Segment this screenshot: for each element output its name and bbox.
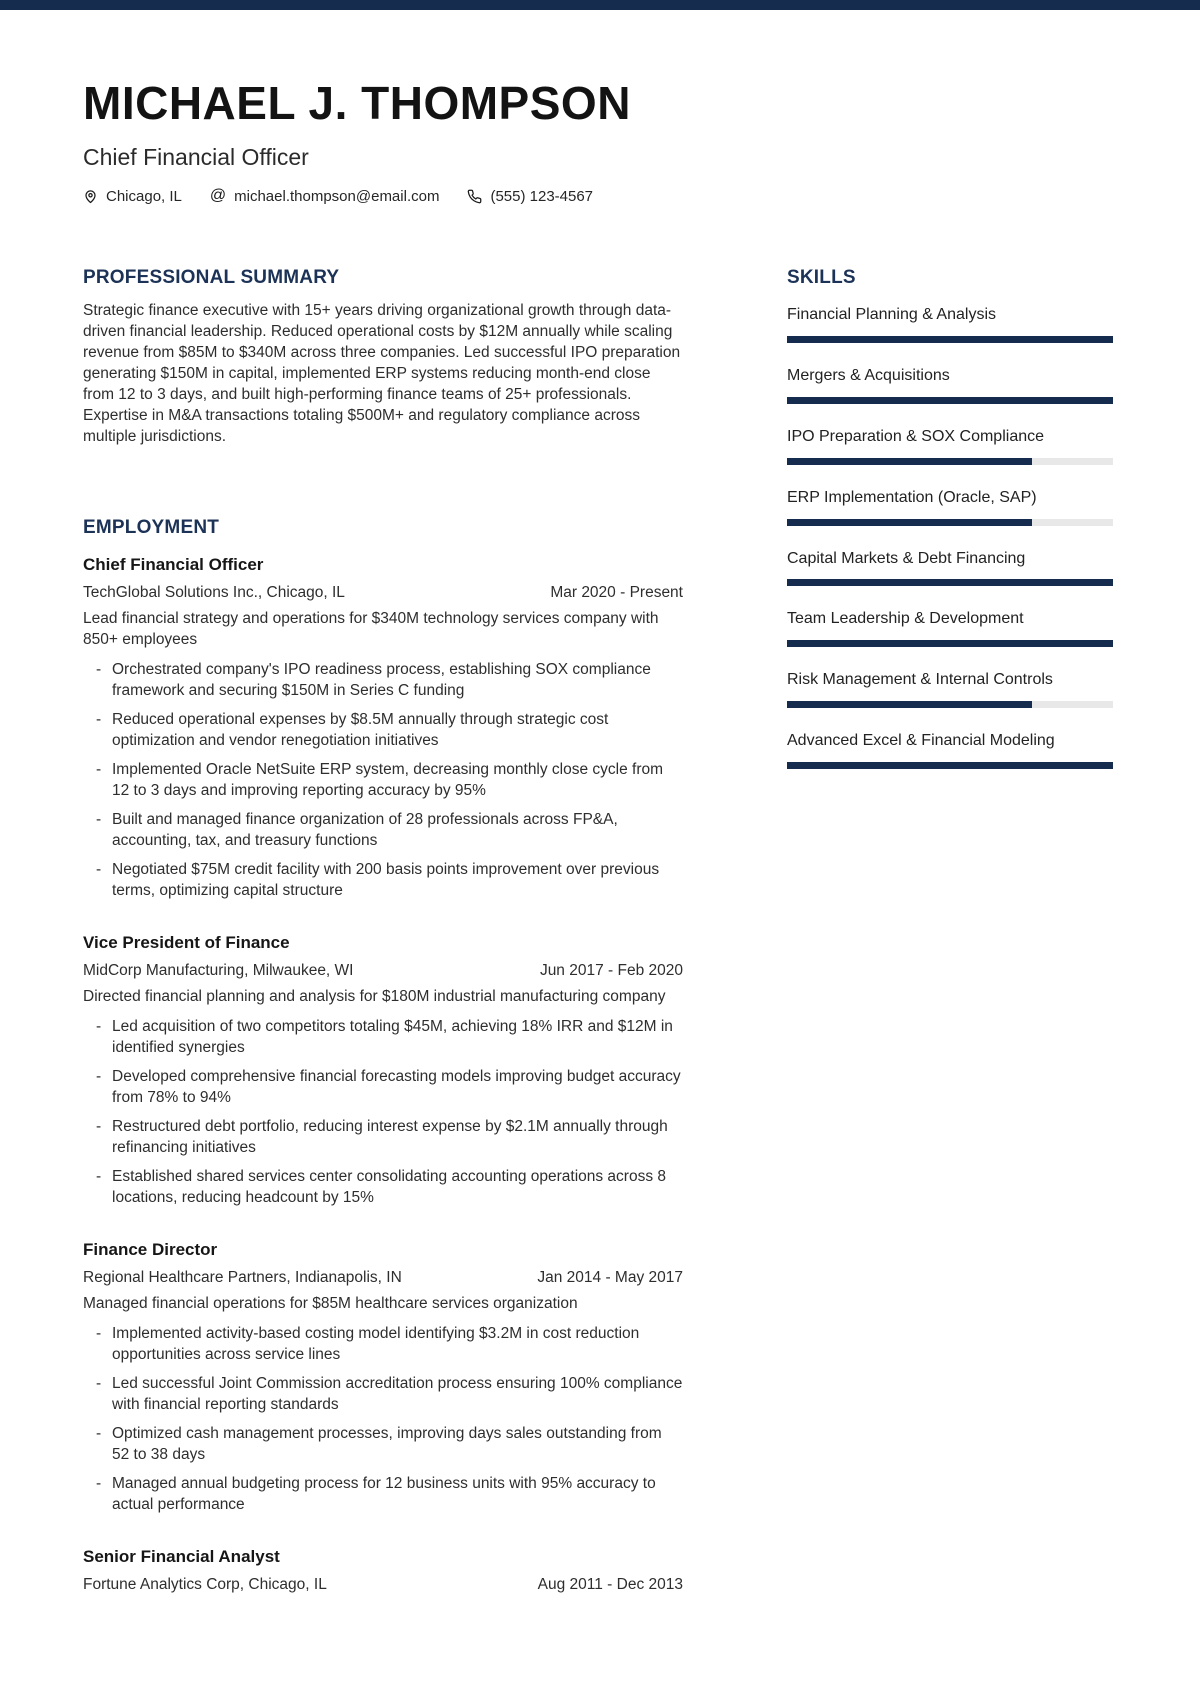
job-bullet xyxy=(83,1373,683,1415)
bullet-text: Led successful Joint Commission accreditation process ensuring 100% compliance with financial reporting standards xyxy=(112,1375,683,1414)
skill-bar-track xyxy=(787,640,1113,647)
job-bullet xyxy=(83,859,683,901)
skill-label: Risk Management & Internal Controls xyxy=(787,671,1053,689)
skill-bar-fill xyxy=(787,762,1113,769)
main-column xyxy=(83,267,683,1594)
resume-header xyxy=(83,77,1113,205)
job-bullet xyxy=(83,1323,683,1365)
jobs-list xyxy=(83,554,683,1594)
skill-bar-track xyxy=(787,519,1113,526)
summary-section xyxy=(83,267,683,448)
bullet-dash: - xyxy=(96,1068,102,1086)
job-entry xyxy=(83,554,683,901)
bullet-text: Implemented activity-based costing model identifying $3.2M in cost reduction opportunities across service lines xyxy=(112,1325,640,1364)
bullet-dash: - xyxy=(96,1168,102,1186)
skill-bar-track xyxy=(787,397,1113,404)
bullet-dash: - xyxy=(96,861,102,879)
job-company: TechGlobal Solutions Inc., Chicago, IL xyxy=(83,584,345,602)
person-title: Chief Financial Officer xyxy=(83,144,309,170)
contact-phone xyxy=(467,188,593,205)
skill-label: Financial Planning & Analysis xyxy=(787,306,997,324)
contact-email-text: michael.thompson@email.com xyxy=(234,187,440,205)
skill-item xyxy=(787,305,1113,343)
skill-bar-fill xyxy=(787,701,1032,708)
job-description: Lead financial strategy and operations for $340M technology services company with 850+ employees xyxy=(83,610,659,649)
job-bullet xyxy=(83,809,683,851)
skill-label: ERP Implementation (Oracle, SAP) xyxy=(787,488,1037,506)
bullet-dash: - xyxy=(96,1118,102,1136)
skill-bar-track xyxy=(787,701,1113,708)
skill-bar-fill xyxy=(787,336,1113,343)
skill-item xyxy=(787,488,1113,526)
resume-columns xyxy=(83,267,1113,1594)
phone-icon xyxy=(467,189,482,204)
at-sign-icon: @ xyxy=(209,187,227,205)
skill-label: Advanced Excel & Financial Modeling xyxy=(787,732,1055,750)
job-title: Senior Financial Analyst xyxy=(83,1547,280,1567)
contact-email xyxy=(210,188,440,205)
bullet-text: Built and managed finance organization of 28 professionals across FP&A, accounting, tax, and treasury functions xyxy=(112,811,618,850)
job-title: Vice President of Finance xyxy=(83,933,290,953)
person-name: MICHAEL J. THOMPSON xyxy=(83,77,631,129)
job-bullets xyxy=(83,659,683,901)
skill-bar-fill xyxy=(787,458,1032,465)
contact-location-text: Chicago, IL xyxy=(106,187,182,205)
sidebar-column xyxy=(787,267,1113,792)
bullet-text: Restructured debt portfolio, reducing interest expense by $2.1M annually through refinancing initiatives xyxy=(112,1118,668,1157)
job-dates: Jan 2014 - May 2017 xyxy=(537,1269,683,1287)
job-dates: Mar 2020 - Present xyxy=(550,584,683,602)
job-company: Fortune Analytics Corp, Chicago, IL xyxy=(83,1576,327,1594)
skill-bar-fill xyxy=(787,519,1032,526)
bullet-text: Negotiated $75M credit facility with 200 basis points improvement over previous terms, optimizing capital structure xyxy=(112,861,660,900)
bullet-text: Developed comprehensive financial forecasting models improving budget accuracy from 78% to 94% xyxy=(112,1068,681,1107)
bullet-dash: - xyxy=(96,711,102,729)
skill-bar-track xyxy=(787,579,1113,586)
job-dates: Aug 2011 - Dec 2013 xyxy=(537,1576,683,1594)
top-accent-bar xyxy=(0,0,1200,10)
job-bullet xyxy=(83,1423,683,1465)
bullet-dash: - xyxy=(96,1375,102,1393)
summary-heading: PROFESSIONAL SUMMARY xyxy=(83,266,340,288)
employment-heading: EMPLOYMENT xyxy=(83,517,220,539)
job-dates: Jun 2017 - Feb 2020 xyxy=(539,962,683,980)
bullet-dash: - xyxy=(96,661,102,679)
bullet-dash: - xyxy=(96,1018,102,1036)
job-bullet xyxy=(83,1066,683,1108)
job-entry xyxy=(83,1239,683,1515)
skill-item xyxy=(787,609,1113,647)
bullet-text: Optimized cash management processes, improving days sales outstanding from 52 to 38 days xyxy=(112,1425,662,1464)
skill-label: Team Leadership & Development xyxy=(787,610,1024,628)
skills-section xyxy=(787,267,1113,769)
skill-item xyxy=(787,366,1113,404)
contact-phone-text: (555) 123-4567 xyxy=(490,187,594,205)
job-company: Regional Healthcare Partners, Indianapolis, IN xyxy=(83,1269,402,1287)
job-title: Chief Financial Officer xyxy=(83,555,264,575)
job-bullet xyxy=(83,1016,683,1058)
bullet-dash: - xyxy=(96,1325,102,1343)
job-bullet xyxy=(83,1166,683,1208)
bullet-dash: - xyxy=(96,761,102,779)
job-bullets xyxy=(83,1323,683,1515)
job-bullet xyxy=(83,1473,683,1515)
bullet-text: Established shared services center consolidating accounting operations across 8 locations, reducing headcount by 15% xyxy=(112,1168,667,1207)
bullet-dash: - xyxy=(96,1425,102,1443)
job-meta-row xyxy=(83,584,683,602)
bullet-text: Led acquisition of two competitors totaling $45M, achieving 18% IRR and $12M in identified synergies xyxy=(112,1018,673,1057)
bullet-dash: - xyxy=(96,1475,102,1493)
bullet-dash: - xyxy=(96,811,102,829)
job-description: Managed financial operations for $85M healthcare services organization xyxy=(83,1295,578,1313)
job-bullet xyxy=(83,759,683,801)
bullet-text: Orchestrated company's IPO readiness process, establishing SOX compliance framework and securing $150M in Series C funding xyxy=(112,661,651,700)
job-bullets xyxy=(83,1016,683,1208)
location-pin-icon xyxy=(83,189,98,204)
job-description: Directed financial planning and analysis for $180M industrial manufacturing company xyxy=(83,988,666,1006)
job-meta-row xyxy=(83,962,683,980)
job-company: MidCorp Manufacturing, Milwaukee, WI xyxy=(83,962,354,980)
job-meta-row xyxy=(83,1576,683,1594)
contact-location xyxy=(83,188,182,205)
skill-bar-fill xyxy=(787,579,1113,586)
bullet-text: Reduced operational expenses by $8.5M annually through strategic cost optimization and vendor renegotiation initiatives xyxy=(112,711,609,750)
skill-item xyxy=(787,731,1113,769)
skill-item xyxy=(787,670,1113,708)
job-bullet xyxy=(83,709,683,751)
job-bullet xyxy=(83,659,683,701)
skill-item xyxy=(787,427,1113,465)
skill-bar-track xyxy=(787,762,1113,769)
skill-bar-fill xyxy=(787,640,1113,647)
job-bullet xyxy=(83,1116,683,1158)
job-entry xyxy=(83,932,683,1208)
skill-bar-track xyxy=(787,336,1113,343)
summary-text: Strategic finance executive with 15+ years driving organizational growth through data-driven financial leadership. Reduced operational costs by $12M annually while scaling revenue from $85M to $340M across three companies. Led successful IPO preparation generating $150M in capital, implemented ERP systems reducing month-end close from 12 to 3 days, and built high-performing finance teams of 25+ professionals. Expertise in M&A transactions totaling $500M+ and regulatory compliance across multiple jurisdictions. xyxy=(83,302,681,446)
skills-list xyxy=(787,305,1113,768)
job-title: Finance Director xyxy=(83,1240,218,1260)
skill-bar-fill xyxy=(787,397,1113,404)
job-entry xyxy=(83,1546,683,1594)
bullet-text: Implemented Oracle NetSuite ERP system, decreasing monthly close cycle from 12 to 3 days and improving reporting accuracy by 95% xyxy=(112,761,664,800)
skill-bar-track xyxy=(787,458,1113,465)
skill-label: IPO Preparation & SOX Compliance xyxy=(787,428,1045,446)
employment-section xyxy=(83,517,683,1594)
skills-heading: SKILLS xyxy=(787,266,856,288)
contact-row xyxy=(83,188,1113,205)
bullet-text: Managed annual budgeting process for 12 business units with 95% accuracy to actual performance xyxy=(112,1475,656,1514)
job-meta-row xyxy=(83,1269,683,1287)
skill-label: Capital Markets & Debt Financing xyxy=(787,549,1026,567)
skill-label: Mergers & Acquisitions xyxy=(787,367,950,385)
resume-page xyxy=(0,10,1200,1594)
skill-item xyxy=(787,549,1113,587)
